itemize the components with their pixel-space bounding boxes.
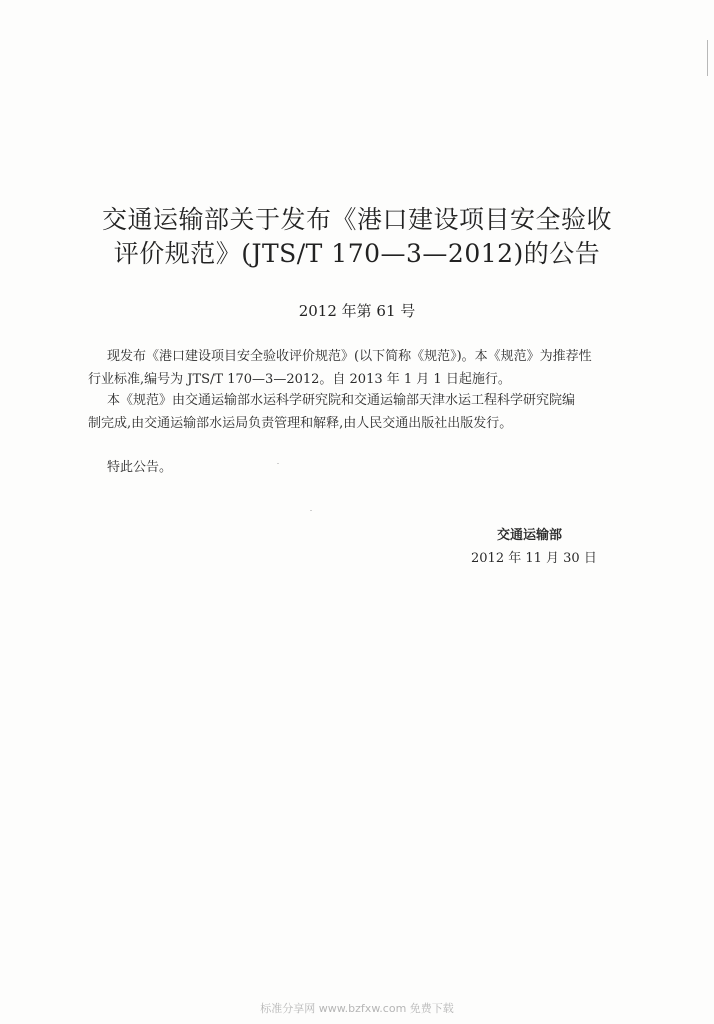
scan-edge-mark [707,40,708,76]
paragraph-1-line-2: 行业标准,编号为 JTS/T 170—3—2012。自 2013 年 1 月 1 日起施行。 [88,372,511,387]
paragraph-1-line-1: 现发布《港口建设项目安全验收评价规范》(以下简称《规范》)。本《规范》为推荐性 [107,349,592,364]
paragraph-2-line-2: 制完成,由交通运输部水运局负责管理和解释,由人民交通出版社出版发行。 [88,416,513,431]
issue-date: 2012 年 11 月 30 日 [471,551,597,566]
announcement-title-line-2: 评价规范》(JTS/T 170—3—2012)的公告 [113,239,601,268]
scan-speck [310,510,312,511]
paragraph-2-line-1: 本《规范》由交通运输部水运科学研究院和交通运输部天津水运工程科学研究院编 [107,393,576,408]
scan-speck [277,463,279,464]
watermark-footer: 标准分享网 www.bzfxw.com 免费下载 [260,1002,454,1015]
issuing-organization: 交通运输部 [497,528,563,543]
announcement-title-line-1: 交通运输部关于发布《港口建设项目安全验收 [101,205,612,234]
document-number: 2012 年第 61 号 [298,302,416,320]
closing-remark: 特此公告。 [107,460,173,475]
